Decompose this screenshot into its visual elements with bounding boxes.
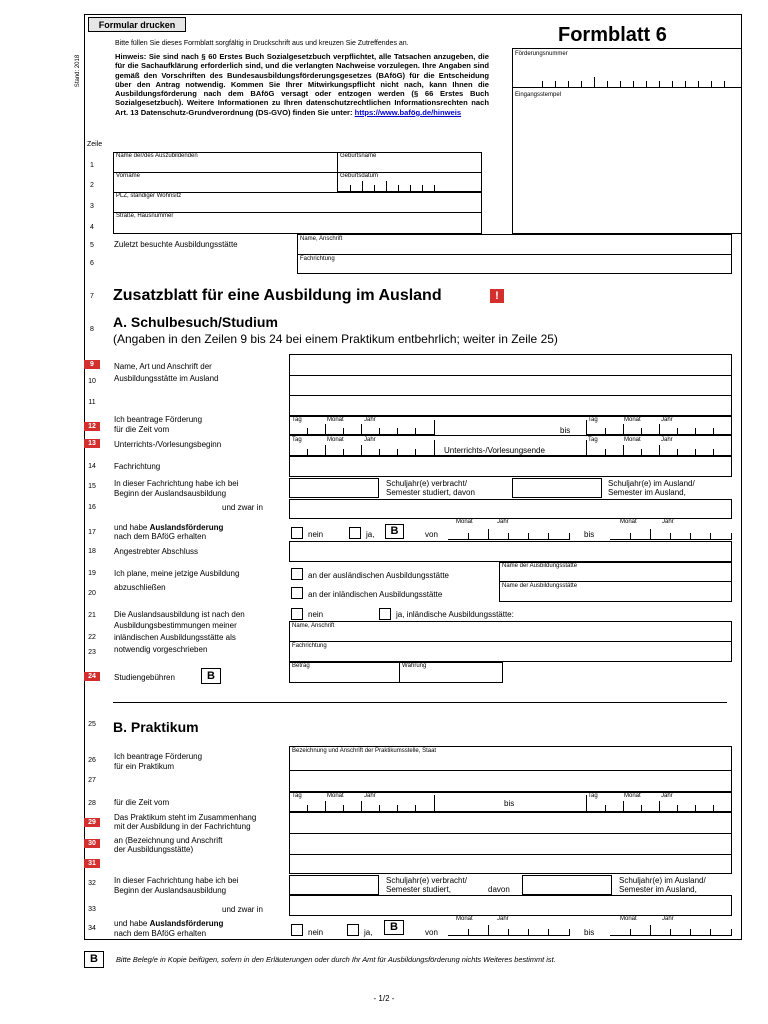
divider bbox=[399, 662, 400, 683]
form-title: Formblatt 6 bbox=[558, 24, 667, 46]
q21c-label: inländischen Ausbildungsstätte als bbox=[114, 633, 236, 642]
bis-date-field[interactable] bbox=[586, 420, 732, 435]
line-number: 26 bbox=[88, 757, 96, 764]
q17a-bold: Auslandsförderung bbox=[149, 523, 224, 532]
line-number: 19 bbox=[88, 570, 96, 577]
praktikum-semester-field[interactable] bbox=[289, 875, 379, 895]
line-number-required: 12 bbox=[84, 422, 100, 431]
vom-date-field[interactable] bbox=[289, 420, 435, 435]
davon-label: davon bbox=[488, 885, 510, 894]
nein-checkbox[interactable] bbox=[291, 527, 303, 539]
foerderungsnummer-field[interactable] bbox=[512, 60, 742, 88]
beginn-date-field[interactable] bbox=[289, 440, 435, 456]
verbracht-b-label: Semester studiert, davon bbox=[386, 488, 475, 497]
q34a-label bbox=[114, 919, 223, 928]
line-number: 15 bbox=[88, 483, 96, 490]
line-number: 10 bbox=[88, 378, 96, 385]
q17b-label: nach dem BAföG erhalten bbox=[114, 532, 207, 541]
name-label: Name der/des Auszubildenden bbox=[116, 153, 198, 159]
bis-month-field[interactable] bbox=[610, 522, 732, 540]
divider bbox=[289, 770, 732, 771]
fachrichtung-label: Fachrichtung bbox=[300, 256, 335, 262]
q17a-label bbox=[114, 523, 223, 532]
monat-label: Monat bbox=[327, 417, 344, 423]
bis-label: bis bbox=[504, 799, 515, 808]
q12a-label: Ich beantrage Förderung bbox=[114, 415, 203, 424]
q12b-label: für die Zeit vom bbox=[114, 425, 170, 434]
line-number: 7 bbox=[90, 293, 94, 300]
unterricht-ende-label: Unterrichts-/Vorlesungsende bbox=[444, 446, 545, 455]
ja-checkbox[interactable] bbox=[349, 527, 361, 539]
praktikum-vom-field[interactable] bbox=[289, 795, 435, 812]
jahr-label: Jahr bbox=[661, 417, 673, 423]
line-number: 18 bbox=[88, 548, 96, 555]
q19b-label: abzuschließen bbox=[114, 583, 166, 592]
notice-text: Hinweis: Sie sind nach § 60 Erstes Buch Sozialgesetzbuch verpflichtet, alle Tatsachen anzugeben, die für die Sachaufklärung erforderlich sind, und die verlangten Nachweise vorzulegen. Ihre Angaben sind gemäß den Vorschriften des Bundesausbildungsförderungsgesetzes (BAföG) für die Entscheidung über den Antrag notwendig. Kommen Sie Ihrer Mitwirkungspflicht nicht nach, kann Ihnen die Ausbildungsförderung nach dem BAföG versagt oder entzogen werden (§ 66 Erstes Buch Sozialgesetzbuch). Weitere Informationen zu Ihren datenschutzrechtlichen Informationsrechten nach Art. 13 Datenschutz-Grundverordnung (DS-GVO) finden Sie unter: bbox=[115, 52, 489, 117]
beleg-marker: B bbox=[201, 668, 221, 684]
privacy-notice bbox=[115, 52, 489, 117]
divider bbox=[289, 395, 732, 396]
ja-label: ja, bbox=[364, 928, 373, 937]
und-zwar-field[interactable] bbox=[289, 499, 732, 519]
line-number-required: 31 bbox=[84, 859, 100, 868]
line-number-required: 9 bbox=[84, 360, 100, 369]
geburtsname-label: Geburtsname bbox=[340, 153, 377, 159]
jahr-label: Jahr bbox=[661, 793, 673, 799]
q15b-label: Beginn der Auslandsausbildung bbox=[114, 489, 227, 498]
betrag-label: Betrag bbox=[292, 663, 310, 669]
q34a-text: und habe bbox=[114, 919, 150, 928]
notwendig-ja-checkbox[interactable] bbox=[379, 608, 391, 620]
line-number: 14 bbox=[88, 463, 96, 470]
name-anschrift-label: Name, Anschrift bbox=[292, 623, 335, 629]
bezeichnung-label: Bezeichnung und Anschrift der Praktikumsstelle, Staat bbox=[292, 748, 437, 754]
q34b-label: nach dem BAföG erhalten bbox=[114, 929, 207, 938]
section-a-heading: A. Schulbesuch/Studium bbox=[113, 314, 278, 330]
praktikum-bis-field[interactable] bbox=[586, 795, 732, 812]
monat-label: Monat bbox=[620, 519, 637, 525]
q26b-label: für ein Praktikum bbox=[114, 762, 175, 771]
q9-label: Name, Art und Anschrift der bbox=[114, 362, 212, 371]
praktikum-und-zwar-field[interactable] bbox=[289, 895, 732, 916]
semester-ausland-field[interactable] bbox=[512, 478, 602, 498]
q29a-label: Das Praktikum steht im Zusammenhang bbox=[114, 813, 257, 822]
jahr-label: Jahr bbox=[662, 916, 674, 922]
jahr-label: Jahr bbox=[364, 793, 376, 799]
tag-label: Tag bbox=[292, 793, 302, 799]
warning-badge: ! bbox=[490, 289, 504, 303]
ausland-b-label: Semester im Ausland, bbox=[619, 885, 697, 894]
section-separator bbox=[113, 702, 727, 703]
jahr-label: Jahr bbox=[364, 437, 376, 443]
line-number-required: 29 bbox=[84, 818, 100, 827]
q21d-label: notwendig vorgeschrieben bbox=[114, 645, 208, 654]
line-number-required: 30 bbox=[84, 839, 100, 848]
line-number: 1 bbox=[90, 162, 94, 169]
von-label: von bbox=[425, 928, 438, 937]
line-number: 17 bbox=[88, 529, 96, 536]
monat-label: Monat bbox=[456, 519, 473, 525]
page-number: - 1/2 - bbox=[373, 994, 395, 1003]
geburtsdatum-label: Geburtsdatum bbox=[340, 173, 379, 179]
monat-label: Monat bbox=[624, 437, 641, 443]
monat-label: Monat bbox=[327, 793, 344, 799]
vorname-label: Vorname bbox=[116, 173, 141, 179]
line-number: 11 bbox=[88, 399, 96, 406]
ausland-a-label: Schuljahr(e) im Ausland/ bbox=[608, 479, 695, 488]
q10-label: Ausbildungsstätte im Ausland bbox=[114, 374, 219, 383]
divider bbox=[289, 435, 732, 436]
ausland-a-label: Schuljahr(e) im Ausland/ bbox=[619, 876, 706, 885]
tag-label: Tag bbox=[292, 417, 302, 423]
section-b-heading: B. Praktikum bbox=[113, 719, 199, 735]
q15a-label: In dieser Fachrichtung habe ich bei bbox=[114, 479, 239, 488]
q17a-text: und habe bbox=[114, 523, 150, 532]
und-zwar-label: und zwar in bbox=[222, 905, 263, 914]
monat-label: Monat bbox=[327, 437, 344, 443]
foerderungsnummer-label: Förderungsnummer bbox=[515, 51, 568, 57]
q13-label: Unterrichts-/Vorlesungsbeginn bbox=[114, 440, 222, 449]
line-number: 27 bbox=[88, 777, 96, 784]
beleg-marker: B bbox=[385, 524, 404, 539]
ausl-checkbox[interactable] bbox=[291, 568, 303, 580]
praktikum-von-date-field[interactable] bbox=[448, 919, 570, 936]
ausland-b-label: Semester im Ausland, bbox=[608, 488, 686, 497]
q28-label: für die Zeit vom bbox=[114, 798, 170, 807]
abschluss-field[interactable] bbox=[289, 541, 732, 562]
print-form-button[interactable]: Formular drucken bbox=[88, 17, 186, 32]
plz-label: PLZ, ständiger Wohnsitz bbox=[116, 193, 182, 199]
q32a-label: In dieser Fachrichtung habe ich bei bbox=[114, 876, 239, 885]
q18-label: Angestrebter Abschluss bbox=[114, 547, 199, 556]
tag-label: Tag bbox=[588, 417, 598, 423]
monat-label: Monat bbox=[620, 916, 637, 922]
beleg-marker: B bbox=[84, 951, 104, 968]
opt-ausl-label: an der ausländischen Ausbildungsstätte bbox=[308, 571, 449, 580]
line-number-required: 13 bbox=[84, 439, 100, 448]
jahr-label: Jahr bbox=[497, 519, 509, 525]
bis-label: bis bbox=[584, 928, 595, 937]
q21b-label: Ausbildungsbestimmungen meiner bbox=[114, 621, 237, 630]
notice-link[interactable]: https://www.bafög.de/hinweis bbox=[354, 107, 462, 117]
semester-total-field[interactable] bbox=[289, 478, 379, 498]
inl-checkbox[interactable] bbox=[291, 587, 303, 599]
line-number: 25 bbox=[88, 721, 96, 728]
ende-date-field[interactable] bbox=[586, 440, 732, 456]
studiengebuehren-field[interactable] bbox=[289, 662, 503, 683]
section-a-subheading: (Angaben in den Zeilen 9 bis 24 bei einem Praktikum entbehrlich; weiter in Zeile 25) bbox=[113, 332, 558, 346]
divider bbox=[289, 375, 732, 376]
ja-inl-label: ja, inländische Ausbildungsstätte: bbox=[396, 610, 514, 619]
line-number: 20 bbox=[88, 590, 96, 597]
q21a-label: Die Auslandsausbildung ist nach den bbox=[114, 610, 245, 619]
q32b-label: Beginn der Auslandsausbildung bbox=[114, 886, 227, 895]
zeile-label: Zeile bbox=[87, 141, 103, 148]
line-number: 16 bbox=[88, 504, 96, 511]
jahr-label: Jahr bbox=[662, 519, 674, 525]
bis-label: bis bbox=[560, 426, 571, 435]
line-number: 32 bbox=[88, 880, 96, 887]
line-number: 2 bbox=[90, 182, 94, 189]
jahr-label: Jahr bbox=[364, 417, 376, 423]
line-number: 33 bbox=[88, 906, 96, 913]
stand-label bbox=[75, 38, 102, 118]
verbracht-a-label: Schuljahr(e) verbracht/ bbox=[386, 479, 467, 488]
line-number: 28 bbox=[88, 800, 96, 807]
tag-label: Tag bbox=[588, 793, 598, 799]
und-zwar-label: und zwar in bbox=[222, 503, 263, 512]
praktikum-bis-date-field[interactable] bbox=[610, 919, 732, 936]
zuletzt-label: Zuletzt besuchte Ausbildungsstätte bbox=[114, 240, 238, 249]
fachrichtung-field[interactable] bbox=[289, 456, 732, 477]
ja-label: ja, bbox=[366, 530, 375, 539]
nein-label: nein bbox=[308, 610, 324, 619]
divider bbox=[289, 833, 732, 834]
divider bbox=[289, 641, 732, 642]
name-der-stelle-label: Name der Ausbildungsstätte bbox=[502, 563, 578, 569]
jahr-label: Jahr bbox=[661, 437, 673, 443]
von-label: von bbox=[425, 530, 438, 539]
q26a-label: Ich beantrage Förderung bbox=[114, 752, 203, 761]
line-number: 8 bbox=[90, 326, 94, 333]
monat-label: Monat bbox=[624, 417, 641, 423]
q19a-label: Ich plane, meine jetzige Ausbildung bbox=[114, 569, 240, 578]
praktikum-nein-checkbox[interactable] bbox=[291, 924, 303, 936]
waehrung-label: Währung bbox=[402, 663, 427, 669]
line-number: 34 bbox=[88, 925, 96, 932]
q34a-bold: Auslandsförderung bbox=[149, 919, 224, 928]
jahr-label: Jahr bbox=[497, 916, 509, 922]
name-der-stelle-label: Name der Ausbildungsstätte bbox=[502, 583, 578, 589]
name-anschrift-label: Name, Anschrift bbox=[300, 236, 343, 242]
divider bbox=[297, 254, 732, 255]
praktikum-ja-checkbox[interactable] bbox=[347, 924, 359, 936]
verbracht-b-label: Semester studiert, bbox=[386, 885, 451, 894]
nein-label: nein bbox=[308, 928, 324, 937]
line-number: 22 bbox=[88, 634, 96, 641]
notwendig-nein-checkbox[interactable] bbox=[291, 608, 303, 620]
q29b-label: mit der Ausbildung in der Fachrichtung bbox=[114, 822, 251, 831]
page-title: Zusatzblatt für eine Ausbildung im Ausland bbox=[113, 287, 442, 304]
monat-label: Monat bbox=[624, 793, 641, 799]
zusammenhang-field[interactable] bbox=[289, 812, 732, 874]
line-number: 6 bbox=[90, 260, 94, 267]
divider bbox=[499, 581, 732, 582]
divider bbox=[113, 172, 482, 173]
monat-label: Monat bbox=[456, 916, 473, 922]
line-number: 5 bbox=[90, 242, 94, 249]
beleg-marker: B bbox=[384, 920, 404, 935]
stand-text: Stand: 2018 bbox=[75, 54, 82, 88]
line-number: 23 bbox=[88, 649, 96, 656]
line-number-required: 24 bbox=[84, 672, 100, 681]
nein-label: nein bbox=[308, 530, 324, 539]
verbracht-a-label: Schuljahr(e) verbracht/ bbox=[386, 876, 467, 885]
fachrichtung-label: Fachrichtung bbox=[292, 643, 327, 649]
tag-label: Tag bbox=[292, 437, 302, 443]
auslandsstaette-field[interactable] bbox=[289, 354, 732, 416]
q30b-label: der Ausbildungsstätte) bbox=[114, 845, 194, 854]
q24-label: Studiengebühren bbox=[114, 673, 175, 682]
line-number: 4 bbox=[90, 224, 94, 231]
bis-label: bis bbox=[584, 530, 595, 539]
praktikum-ausland-field[interactable] bbox=[522, 875, 612, 895]
footer-note: Bitte Beleg/e in Kopie beifügen, sofern in den Erläuterungen oder durch Ihr Amt für Ausbildungsförderung nichts Weiteres bestimmt ist. bbox=[116, 955, 556, 964]
geburtsdatum-field[interactable] bbox=[338, 182, 482, 192]
opt-inl-label: an der inländischen Ausbildungsstätte bbox=[308, 590, 443, 599]
q14-label: Fachrichtung bbox=[114, 462, 161, 471]
tag-label: Tag bbox=[588, 437, 598, 443]
strasse-label: Straße, Hausnummer bbox=[116, 213, 174, 219]
line-number: 21 bbox=[88, 612, 96, 619]
line-number: 3 bbox=[90, 203, 94, 210]
divider bbox=[289, 854, 732, 855]
intro-line: Bitte füllen Sie dieses Formblatt sorgfältig in Druckschrift aus und kreuzen Sie Zutreffendes an. bbox=[115, 40, 409, 47]
eingangsstempel-label: Eingangsstempel bbox=[515, 92, 562, 98]
q30a-label: an (Bezeichnung und Anschrift bbox=[114, 836, 223, 845]
von-date-field[interactable] bbox=[448, 522, 570, 540]
